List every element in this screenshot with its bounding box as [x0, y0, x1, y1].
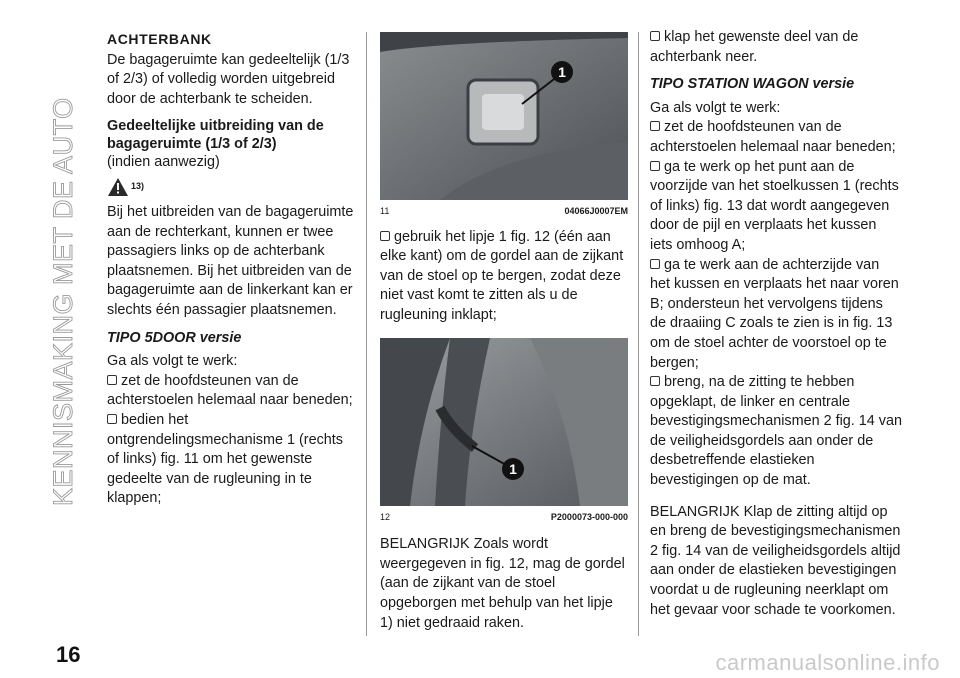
- figure-code: 04066J0007EM: [564, 206, 628, 216]
- figure-11: [380, 32, 628, 200]
- bullet-checkbox-icon: [650, 31, 660, 41]
- version-title: TIPO STATION WAGON versie: [650, 76, 855, 93]
- bullet-item: [650, 373, 902, 491]
- important-note: BELANGRIJK Klap de zitting altijd op en breng de bevestigingsmechanismen 2 fig. 14 van de veiligheidsgordels altijd aan onder de elastieken bevestigingen voordat u de rugleuning neerklapt om het gevaar voor schade te voorkomen.: [650, 503, 901, 618]
- bullet-checkbox-icon: [650, 161, 660, 171]
- bullet-item: [650, 256, 902, 374]
- bullet-checkbox-icon: [650, 259, 660, 269]
- bullet-item: [107, 372, 355, 411]
- bullet-item: [650, 158, 902, 256]
- warning-ref-number: 13): [131, 180, 145, 191]
- steps-intro: Ga als volgt te werk:: [107, 353, 238, 370]
- figure-number: 11: [380, 206, 390, 216]
- column-2: [380, 28, 628, 639]
- intro-paragraph: De bagageruimte kan gedeeltelijk (1/3 of 2/3) of volledig worden uitgebreid door de achterbank te scheiden.: [107, 51, 350, 107]
- steps-intro: Ga als volgt te werk:: [650, 99, 781, 116]
- bullet-text: klap het gewenste deel van de achterbank neer.: [650, 29, 859, 65]
- bullet-text: ga te werk op het punt aan de voorzijde van het stoelkussen 1 (rechts of links) fig. 13 dat wordt aangegeven door de pijl en verplaats het kussen iets omhoog A;: [650, 158, 899, 253]
- column-1: [107, 28, 355, 509]
- bullet-item: [650, 28, 902, 67]
- bullet-text: gebruik het lipje 1 fig. 12 (één aan elke kant) om de gordel aan de zijkant van de stoel op te bergen, zodat deze niet vast komt te zitten als u de rugleuning inklapt;: [380, 228, 624, 323]
- bullet-text: zet de hoofdsteunen van de achterstoelen helemaal naar beneden;: [107, 372, 353, 409]
- column-3: [650, 28, 902, 626]
- figure-caption: [380, 202, 628, 222]
- column-divider: [366, 32, 367, 636]
- bullet-checkbox-icon: [650, 376, 660, 386]
- vertical-chapter-title: [4, 40, 80, 510]
- figure-11-image: [380, 32, 628, 200]
- bullet-item: [650, 118, 902, 157]
- figure-12-image: [380, 338, 628, 506]
- bullet-text: zet de hoofdsteunen van de achterstoelen helemaal naar beneden;: [650, 119, 896, 155]
- figure-11-callout: 1: [558, 64, 566, 80]
- figure-code: P2000073-000-000: [550, 511, 628, 522]
- bullet-item: [107, 411, 355, 509]
- figure-number: 12: [380, 511, 391, 522]
- bullet-checkbox-icon: [107, 414, 117, 424]
- column-divider: [638, 32, 639, 636]
- bullet-checkbox-icon: [650, 121, 660, 131]
- paragraph: Bij het uitbreiden van de bagageruimte aan de rechterkant, kunnen er twee passagiers links op de achterbank plaatsnemen. Bij het uitbreiden van de bagageruimte aan de linkerkant kan er slechts één passagier plaatsnemen.: [107, 203, 354, 318]
- bullet-text: bedien het ontgrendelingsmechanisme 1 (rechts of links) fig. 11 om het gewenste gedeelte van de rugleuning in te klappen;: [107, 411, 343, 507]
- bullet-item: [380, 228, 628, 326]
- bullet-checkbox-icon: [107, 375, 117, 385]
- warning-reference: [107, 177, 355, 197]
- figure-12: [380, 338, 628, 506]
- bullet-text: breng, na de zitting te hebben opgeklapt, de linker en centrale bevestigingsmechanismen 2 fig. 14 van de veiligheidsgordels aan onder de desbetreffende elastieken bevestigingen op de mat.: [650, 374, 902, 489]
- watermark: carmanualsonline.info: [715, 650, 940, 675]
- bullet-checkbox-icon: [380, 231, 390, 241]
- section-title: ACHTERBANK: [107, 31, 212, 47]
- figure-12-callout: 1: [509, 460, 517, 477]
- subheading: Gedeeltelijke uitbreiding van de bagageruimte (1/3 of 2/3): [107, 118, 324, 153]
- figure-caption: [380, 508, 628, 528]
- vertical-chapter-title-text: KENNISMAKING MET DE AUTO: [48, 97, 78, 506]
- warning-triangle-icon: [107, 177, 129, 197]
- bullet-text: ga te werk aan de achterzijde van het kussen en verplaats het naar voren B; ondersteun het vervolgens tijdens de draaiing C zoals te zien is in fig. 13 om de stoel achter de voorstoel op te bergen;: [650, 256, 899, 371]
- version-title: TIPO 5DOOR versie: [107, 329, 242, 346]
- page-number: 16: [56, 642, 81, 667]
- subheading-note: (indien aanwezig): [107, 154, 220, 171]
- important-note: BELANGRIJK Zoals wordt weergegeven in fig. 12, mag de gordel (aan de zijkant van de stoel opgeborgen met behulp van het lipje 1) niet gedraaid raken.: [380, 536, 625, 631]
